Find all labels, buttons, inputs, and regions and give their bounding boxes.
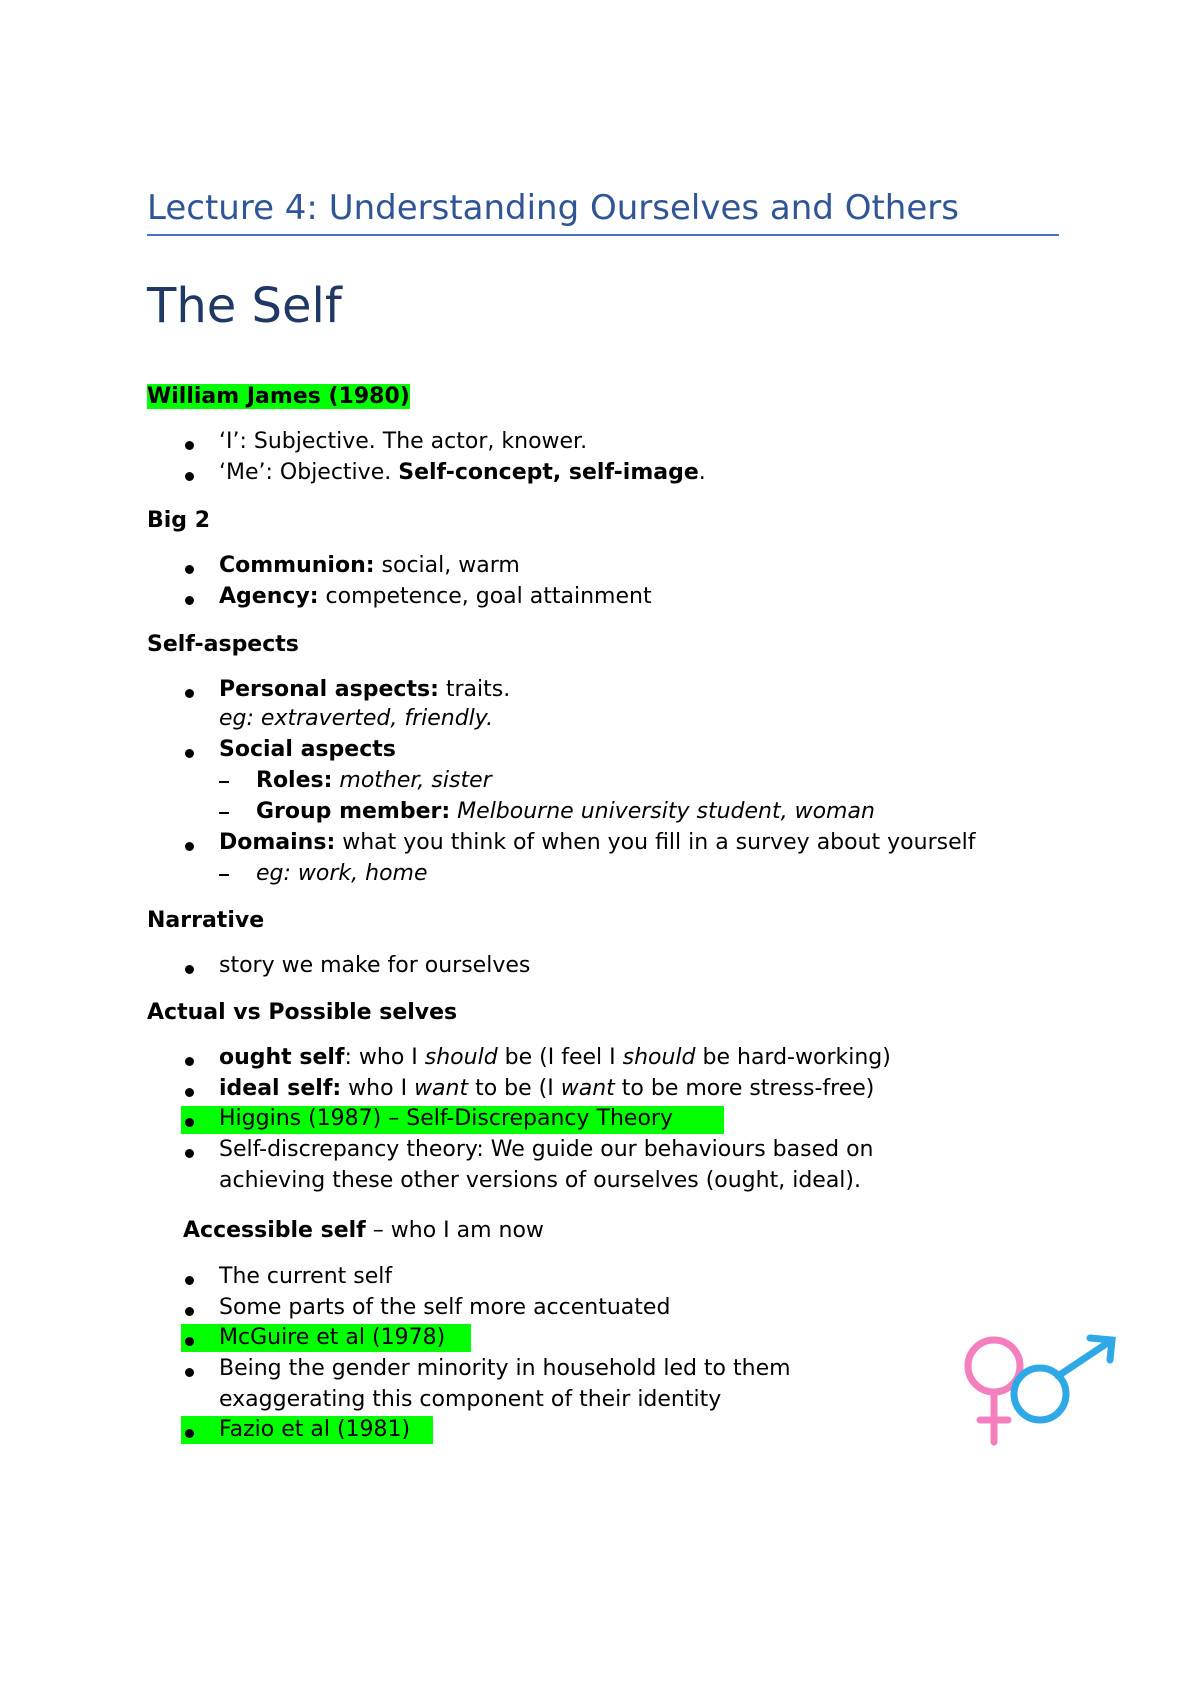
list-item: Being the gender minority in household led to them [219, 1356, 791, 1381]
lecture-title: Lecture 4: Understanding Ourselves and Others [147, 186, 1059, 236]
bullet-icon [185, 689, 194, 698]
list-item-highlighted: Higgins (1987) – Self-Discrepancy Theory [219, 1106, 673, 1131]
bullet-icon [185, 1368, 194, 1377]
sub-list-item: eg: work, home [256, 861, 428, 886]
list-item: The current self [219, 1264, 393, 1289]
list-item-continuation: exaggerating this component of their identity [219, 1387, 722, 1412]
list-item: Communion: social, warm [219, 553, 520, 578]
list-item: Personal aspects: traits. [219, 677, 511, 702]
bullet-icon [185, 441, 194, 450]
list-item: ‘I’: Subjective. The actor, knower. [219, 429, 588, 454]
bullet-icon [185, 565, 194, 574]
list-item-highlighted: McGuire et al (1978) [219, 1325, 446, 1350]
male-symbol-icon [1014, 1338, 1112, 1420]
list-item: ‘Me’: Objective. Self-concept, self-image. [219, 460, 706, 485]
bullet-icon [185, 1307, 194, 1316]
bullet-icon [185, 842, 194, 851]
list-item-continuation: achieving these other versions of ourselves (ought, ideal). [219, 1168, 861, 1193]
list-item-highlighted: Fazio et al (1981) [219, 1417, 411, 1442]
sub-list-item: Roles: mother, sister [256, 768, 492, 793]
gender-symbols-image [958, 1330, 1128, 1450]
highlighted-text: William James (1980) [147, 384, 410, 409]
bullet-icon [185, 596, 194, 605]
actual-possible-heading: Actual vs Possible selves [147, 1000, 458, 1025]
william-james-heading [147, 383, 410, 411]
list-item: Some parts of the self more accentuated [219, 1295, 671, 1320]
bullet-icon [185, 1429, 194, 1438]
bullet-icon [185, 965, 194, 974]
list-item: Self-discrepancy theory: We guide our behaviours based on [219, 1137, 874, 1162]
list-item: Agency: competence, goal attainment [219, 584, 652, 609]
dash-icon [219, 781, 229, 783]
big2-heading: Big 2 [147, 508, 211, 533]
list-item: ideal self: who I want to be (I want to be more stress-free) [219, 1076, 875, 1101]
list-item: ought self: who I should be (I feel I should be hard-working) [219, 1045, 891, 1070]
bullet-icon [185, 1118, 194, 1127]
list-item: Domains: what you think of when you fill in a survey about yourself [219, 830, 976, 855]
list-item-example: eg: extraverted, friendly. [219, 706, 494, 731]
bullet-icon [185, 472, 194, 481]
self-aspects-heading: Self-aspects [147, 632, 299, 657]
bullet-icon [185, 749, 194, 758]
list-item: Social aspects [219, 737, 396, 762]
bullet-icon [185, 1149, 194, 1158]
dash-icon [219, 812, 229, 814]
section-heading-the-self: The Self [147, 278, 342, 334]
bullet-icon [185, 1088, 194, 1097]
narrative-heading: Narrative [147, 908, 265, 933]
dash-icon [219, 874, 229, 876]
bullet-icon [185, 1276, 194, 1285]
bullet-icon [185, 1337, 194, 1346]
sub-list-item: Group member: Melbourne university student, woman [256, 799, 875, 824]
list-item: story we make for ourselves [219, 953, 531, 978]
bullet-icon [185, 1057, 194, 1066]
accessible-self-heading: Accessible self – who I am now [183, 1218, 544, 1243]
